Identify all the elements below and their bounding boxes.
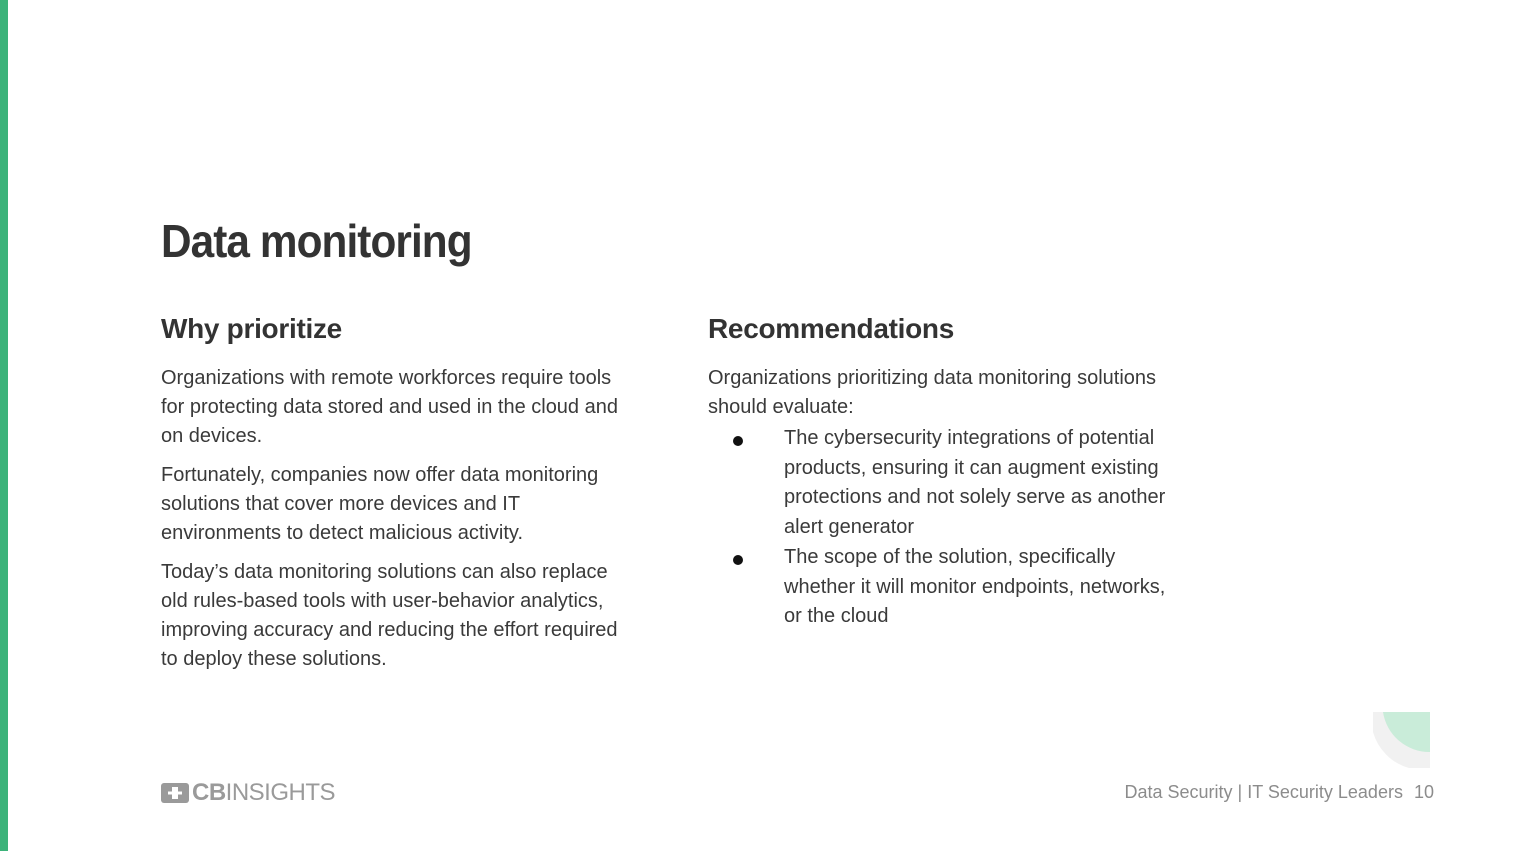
logo-wordmark-bold: CB [192,779,226,806]
report-label: Data Security | IT Security Leaders [1124,782,1403,802]
why-paragraph-2: Fortunately, companies now offer data monitoring solutions that cover more devices and IT environments to detect malicious activity. [161,464,599,544]
page-title: Data monitoring [161,215,472,267]
list-item [708,543,1168,632]
cbinsights-logo-icon [161,783,189,803]
corner-decoration-icon [1373,712,1430,768]
bullet-text: The scope of the solution, specifically whether it will monitor endpoints, networks, or the cloud [784,546,1166,627]
why-prioritize-column [161,312,621,684]
recommendations-column [708,312,1168,633]
list-item [708,424,1168,542]
cbinsights-logo [161,781,335,805]
why-paragraph-1: Organizations with remote workforces require tools for protecting data stored and used in the cloud and on devices. [161,367,618,447]
why-prioritize-heading: Why prioritize [161,313,342,344]
recommendations-intro: Organizations prioritizing data monitoring solutions should evaluate: [708,367,1157,418]
page-number: 10 [1413,782,1434,802]
footer-label [1124,782,1434,803]
logo-wordmark [192,781,335,805]
bullet-text: The cybersecurity integrations of potential products, ensuring it can augment existing protections and not solely serve as another alert generator [784,427,1166,538]
logo-wordmark-light: INSIGHTS [225,779,336,806]
left-accent-bar [0,0,8,851]
bullet-dot-icon [733,436,743,446]
recommendations-heading: Recommendations [708,313,954,344]
recommendations-list [708,424,1168,632]
why-paragraph-3: Today’s data monitoring solutions can also replace old rules-based tools with user-behavior analytics, improving accuracy and reducing the effort required to deploy these solutions. [161,561,618,670]
bullet-dot-icon [733,555,743,565]
